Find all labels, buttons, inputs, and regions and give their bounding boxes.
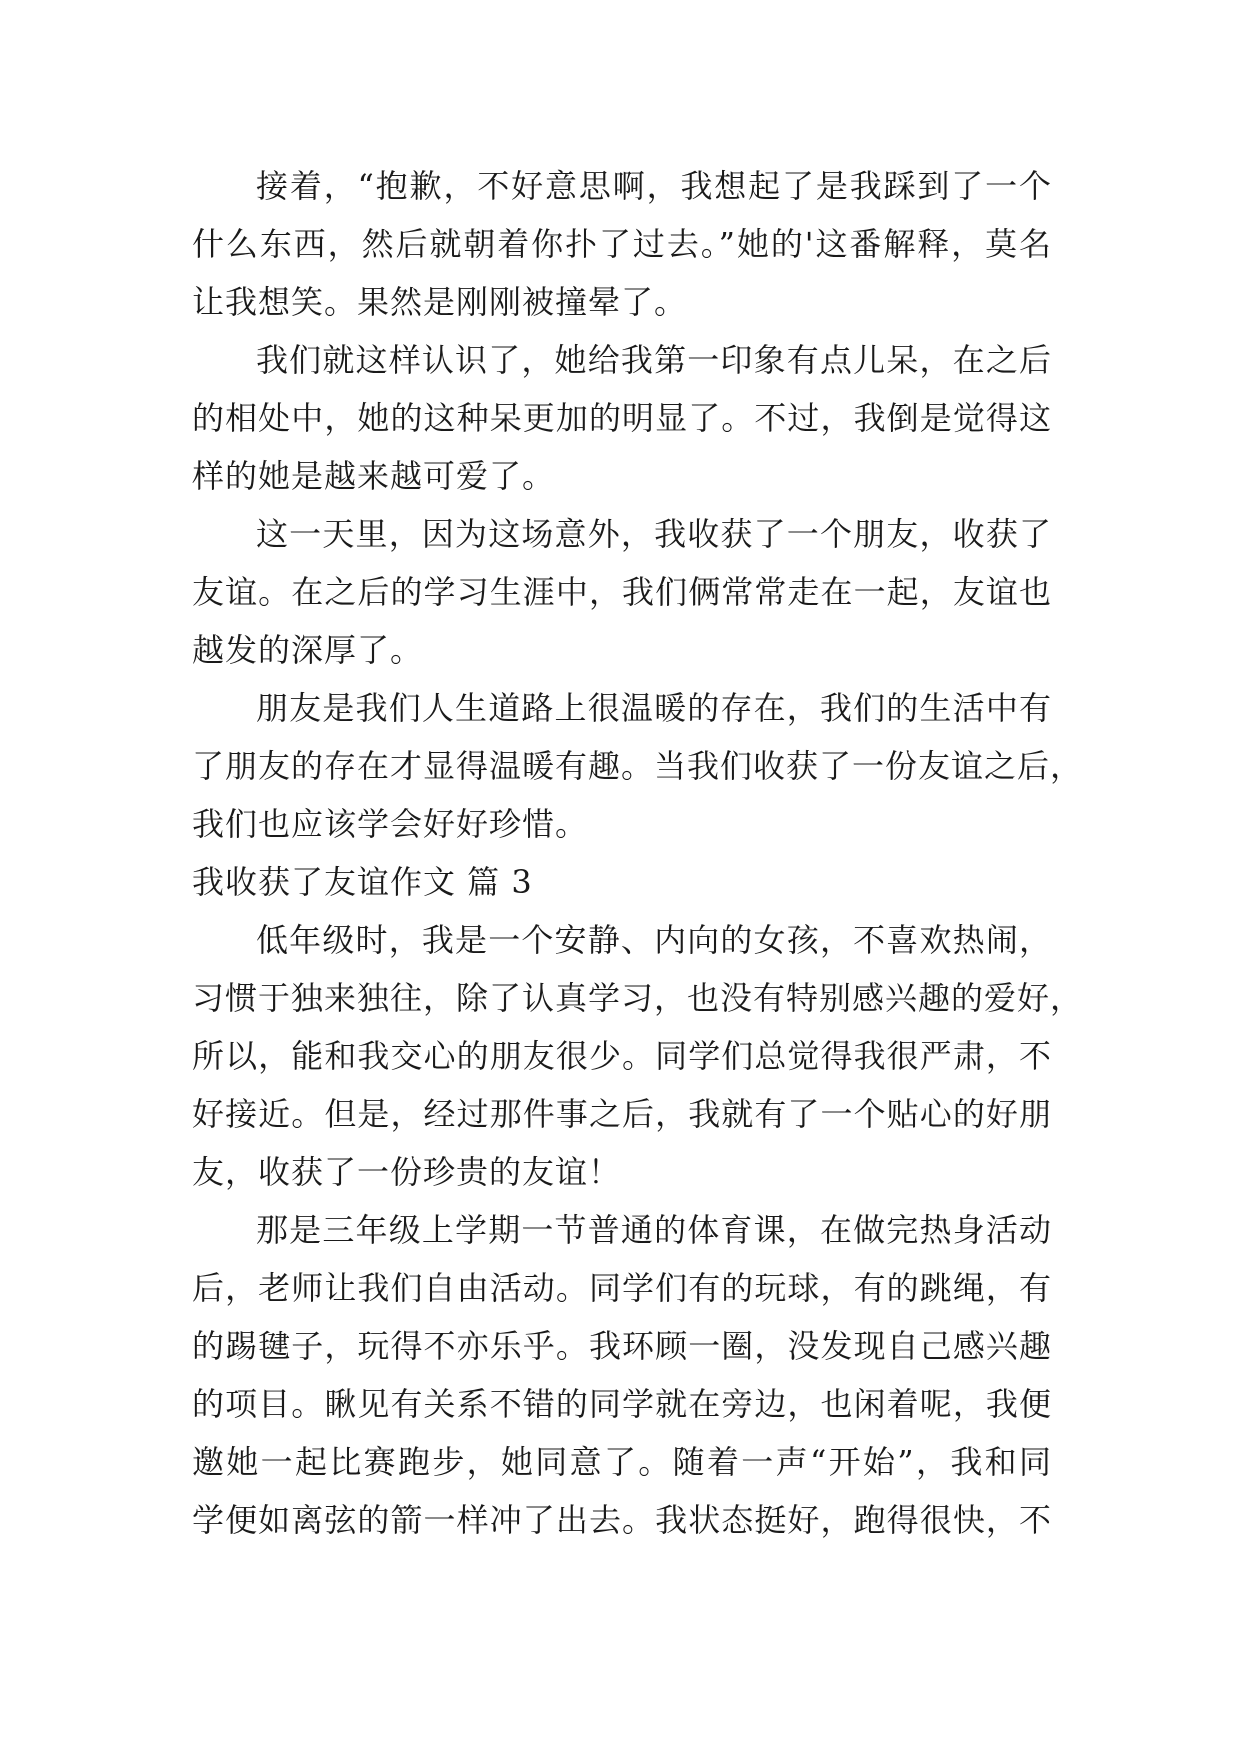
- paragraph-6-line-4: 的项目。瞅见有关系不错的同学就在旁边，也闲着呢，我便: [192, 1385, 1052, 1423]
- paragraph-5-line-3: 所以，能和我交心的朋友很少。同学们总觉得我很严肃，不: [192, 1037, 1052, 1075]
- paragraph-3-line-3: 越发的深厚了。: [192, 631, 424, 669]
- paragraph-6-line-6: 学便如离弦的箭一样冲了出去。我状态挺好，跑得很快，不: [192, 1501, 1052, 1539]
- paragraph-4-line-1: 朋友是我们人生道路上很温暖的存在，我们的生活中有: [256, 689, 1052, 727]
- paragraph-3-line-1: 这一天里，因为这场意外，我收获了一个朋友，收获了: [256, 515, 1052, 553]
- paragraph-1-line-1: 接着，“抱歉，不好意思啊，我想起了是我踩到了一个: [256, 167, 1052, 205]
- paragraph-3-line-2: 友谊。在之后的学习生涯中，我们俩常常走在一起，友谊也: [192, 573, 1052, 611]
- paragraph-2-line-1: 我们就这样认识了，她给我第一印象有点儿呆，在之后: [256, 341, 1052, 379]
- paragraph-5-line-1: 低年级时，我是一个安静、内向的女孩，不喜欢热闹，: [256, 921, 1052, 959]
- paragraph-4-line-3: 我们也应该学会好好珍惜。: [192, 805, 589, 843]
- paragraph-2-line-3: 样的她是越来越可爱了。: [192, 457, 556, 495]
- paragraph-1-line-2: 什么东西，然后就朝着你扑了过去。”她的'这番解释，莫名: [192, 225, 1052, 263]
- paragraph-5-line-2: 习惯于独来独往，除了认真学习，也没有特别感兴趣的爱好，: [192, 979, 1084, 1017]
- paragraph-2-line-2: 的相处中，她的这种呆更加的明显了。不过，我倒是觉得这: [192, 399, 1052, 437]
- paragraph-6-line-3: 的踢毽子，玩得不亦乐乎。我环顾一圈，没发现自己感兴趣: [192, 1327, 1052, 1365]
- paragraph-4-line-2: 了朋友的存在才显得温暖有趣。当我们收获了一份友谊之后，: [192, 747, 1084, 785]
- paragraph-5-line-4: 好接近。但是，经过那件事之后，我就有了一个贴心的好朋: [192, 1095, 1052, 1133]
- paragraph-6-line-5: 邀她一起比赛跑步，她同意了。随着一声“开始”，我和同: [192, 1443, 1052, 1481]
- paragraph-5-line-5: 友，收获了一份珍贵的友谊！: [192, 1153, 622, 1191]
- paragraph-6-line-2: 后，老师让我们自由活动。同学们有的玩球，有的跳绳，有: [192, 1269, 1052, 1307]
- paragraph-1-line-3: 让我想笑。果然是刚刚被撞晕了。: [192, 283, 688, 321]
- section-heading: 我收获了友谊作文 篇 3: [192, 863, 533, 901]
- paragraph-6-line-1: 那是三年级上学期一节普通的体育课，在做完热身活动: [256, 1211, 1052, 1249]
